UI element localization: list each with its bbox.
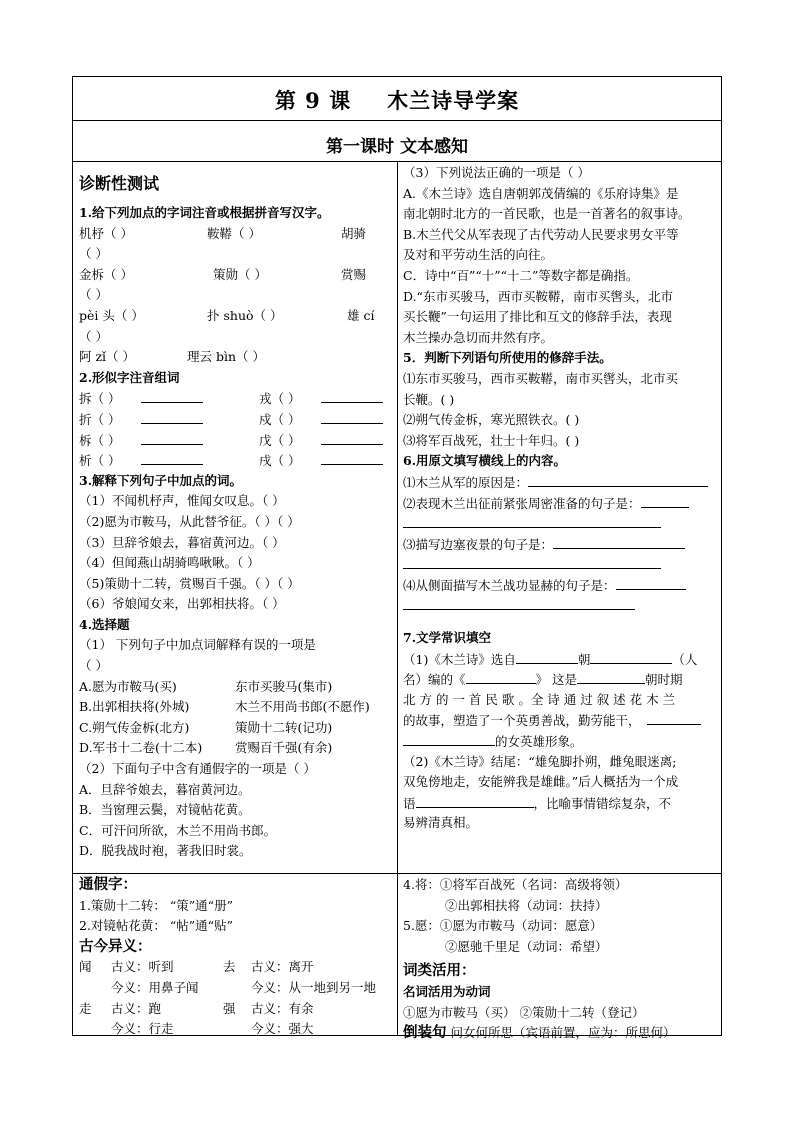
q5-item: ⑶将军百战死，壮士十年归。( ) [403, 432, 580, 448]
question-title: 4.选择题 [79, 616, 130, 632]
q4-option: 及对和平劳动生活的向往。 [403, 247, 554, 263]
q1-row: 机杼（ ） 鞍鞯（ ） 胡骑 [79, 225, 367, 241]
q1-row: （ ） [79, 328, 108, 344]
q4-option: D.“东市买骏马，西市买鞍鞯，南市买辔头，北市 [403, 288, 673, 304]
q4-option: B．当窗理云鬓，对镜帖花黄。 [79, 802, 251, 818]
q4-option: C．诗中“百”“十”“十二”等数字都是确指。 [403, 267, 639, 283]
notes-right [403, 875, 719, 1044]
column-divider [397, 161, 398, 873]
q4-stem: （1） 下列句子中加点词解释有误的一项是 [79, 637, 316, 653]
q6-blank [403, 554, 719, 575]
q1-row: pèi 头（ ） 扑 shuò（ ） 雄 cí [79, 307, 375, 323]
q1-row: 金柝（ ） 策勋（ ） 赏赐 [79, 266, 367, 282]
q2-row: 拆（ ） 戎（ ） [79, 388, 393, 409]
column-divider [397, 873, 398, 1035]
right-column [403, 163, 719, 834]
q4-option: A.愿为市鞍马(买) 东市买骏马(集市) [79, 678, 333, 694]
q5-item: ⑴东市买骏马，西市买鞍鞯，南市买辔头，北市买 [403, 370, 679, 386]
q7-line: 语 ，比喻事情错综复杂，不 [403, 793, 719, 814]
q7-line: 的故事，塑造了一个英勇善战，勤劳能干， [403, 710, 719, 731]
q4-option: B.木兰代父从军表现了古代劳动人民要求男女平等 [403, 226, 679, 242]
q1-row: 阿 zǐ（ ） 理云 bìn（ ） [79, 349, 265, 365]
notes-left [79, 875, 393, 1040]
q3-item: （1）不闻机杼声，惟闻女叹息。（ ） [79, 493, 285, 509]
question-title: 5．判断下列语句所使用的修辞手法。 [403, 350, 612, 366]
question-title: 2.形似字注音组词 [79, 369, 180, 385]
q5-item: 长鞭。( ) [403, 391, 455, 407]
q3-item: （2)愿为市鞍马，从此替爷征。（ ）（ ） [79, 513, 300, 529]
q4-stem: （ ） [79, 658, 108, 674]
q4-option: A.《木兰诗》选自唐朝郭茂倩编的《乐府诗集》是 [403, 185, 679, 201]
note-line: ①愿为市鞍马（买） ②策勋十二转（登记） [403, 1004, 645, 1020]
q4-stem: （3）下列说法正确的一项是（ ） [403, 165, 590, 180]
question-title: 6.用原文填写横线上的内容。 [403, 453, 567, 469]
q7-line: 的女英雄形象。 [403, 731, 719, 752]
note-line: 闻 古义：听到 去 古义：离开 [79, 959, 314, 975]
q4-option: A．旦辞爷娘去，暮宿黄河边。 [79, 781, 251, 797]
q6-item: ⑵表现木兰出征前紧张周密准备的句子是： [403, 493, 719, 514]
q3-item: （5)策勋十二转，赏赐百千强。（ ）（ ） [79, 575, 300, 591]
page-subtitle: 第一课时 文本感知 [326, 137, 468, 157]
note-line: 今义：用鼻子闻 今义：从一地到另一地 [111, 979, 377, 995]
note-line: 2.对镜帖花黄： “帖”通“贴” [79, 918, 233, 934]
q1-row: （ ） [79, 287, 108, 303]
q4-stem: （2）下面句子中含有通假字的一项是（ ） [79, 761, 316, 777]
q4-option: B.出郭相扶将(外城) 木兰不用尚书郎(不愿作) [79, 699, 370, 715]
divider [73, 120, 721, 121]
q3-item: （3）旦辞爷娘去，暮宿黄河边。（ ） [79, 534, 285, 550]
q4-option: C.朔气传金柝(北方) 策勋十二转(记功) [79, 719, 333, 735]
note-line: 4.将：①将军百战死（名词：高级将领） [403, 877, 628, 892]
q7-line: 易辨清真相。 [403, 815, 479, 831]
q7-line: 北 方 的 一 首 民 歌 。全 诗 通 过 叙 述 花 木 兰 [403, 691, 676, 707]
note-line: ②愿驰千里足（动词：希望） [445, 938, 608, 954]
q6-item: ⑶描写边塞夜景的句子是： [403, 534, 719, 555]
notes-subheading: 名词活用为动词 [403, 983, 491, 999]
q7-line: 名）编的《 》 这是 朝时期 [403, 669, 719, 690]
q4-option: D．脱我战时袍，著我旧时裳。 [79, 843, 252, 859]
q5-item: ⑵朔气传金柝，寒光照铁衣。( ) [403, 412, 580, 428]
note-line: ②出郭相扶将（动词：扶持） [445, 897, 608, 913]
left-column [79, 171, 393, 862]
q2-row: 析（ ） 戌（ ） [79, 450, 393, 471]
q6-blank [403, 595, 719, 616]
note-line: 倒装句 问女何所思（宾语前置，应为：所思何） [403, 1024, 676, 1042]
note-line: 1.策勋十二转： “策”通“册” [79, 897, 233, 913]
note-line: 走 古义：跑 强 古义：有余 [79, 1000, 314, 1016]
q4-option: 南北朝时北方的一首民歌，也是一首著名的叙事诗。 [403, 206, 691, 222]
q2-row: 折（ ） 戍（ ） [79, 409, 393, 430]
q2-row: 柝（ ） 戊（ ） [79, 430, 393, 451]
q4-option: 木兰操办急切而井然有序。 [403, 329, 554, 345]
q6-blank [403, 513, 719, 534]
q4-option: 买长鞭”一句运用了排比和互文的修辞手法，表现 [403, 309, 672, 325]
notes-heading: 古今异义： [79, 937, 152, 955]
q1-row: （ ） [79, 246, 108, 262]
q6-item: ⑷从侧面描写木兰战功显赫的句子是： [403, 575, 719, 596]
page-title: 第 9 课 木兰诗导学案 [274, 88, 520, 113]
worksheet [72, 76, 722, 1042]
q3-item: （4）但闻燕山胡骑鸣啾啾。（ ） [79, 555, 260, 571]
q7-line: （1)《木兰诗》选自 朝 （人 [403, 649, 719, 670]
question-title: 1.给下列加点的字词注音或根据拼音写汉字。 [79, 205, 330, 220]
question-title: 7.文学常识填空 [403, 630, 492, 646]
q4-option: C．可汗问所欲，木兰不用尚书郎。 [79, 822, 277, 838]
q7-line: （2)《木兰诗》结尾：“雄兔脚扑朔，雌兔眼迷离; [403, 753, 677, 769]
question-title: 3.解释下列句子中加点的词。 [79, 472, 243, 488]
note-line: 5.愿：①愿为市鞍马（动词：愿意） [403, 918, 603, 934]
note-line: 今义：行走 今义：强大 [111, 1021, 314, 1037]
notes-heading: 词类活用： [403, 962, 476, 980]
q6-item: ⑴木兰从军的原因是： [403, 472, 719, 493]
q4-option: D.军书十二卷(十二本) 赏赐百千强(有余) [79, 740, 333, 756]
notes-heading: 通假字： [79, 876, 137, 893]
q3-item: （6）爷娘闻女来，出郭相扶将。（ ） [79, 596, 285, 612]
q7-line: 双兔傍地走，安能辨我是雄雌。”后人概括为一个成 [403, 774, 679, 790]
section-heading: 诊断性测试 [79, 174, 160, 193]
